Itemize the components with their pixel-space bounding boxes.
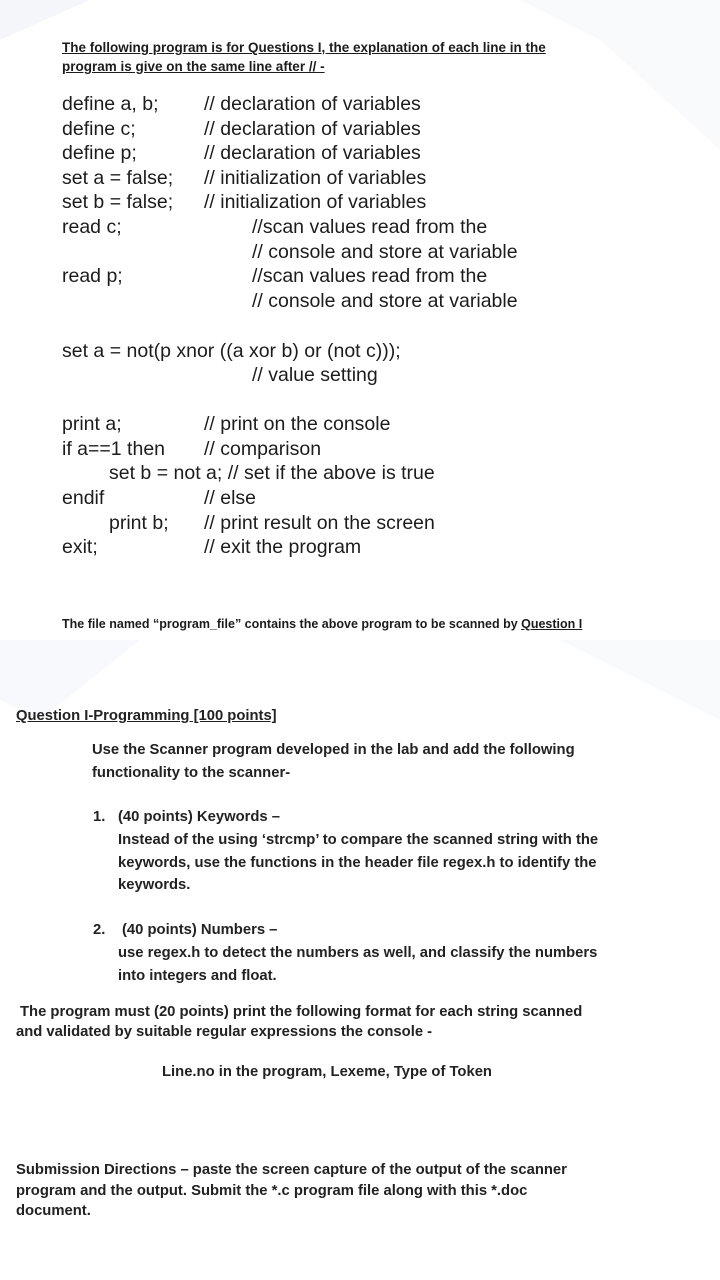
question-intro-line-2: functionality to the scanner- <box>92 765 291 781</box>
code-comment: // initialization of variables <box>204 167 427 189</box>
item-text: Instead of the using ‘strcmp’ to compare the scanned string with the <box>118 832 599 848</box>
code-comment: // print on the console <box>204 413 391 435</box>
code-comment: // console and store at variable <box>252 290 518 312</box>
submission-line-3: document. <box>16 1203 91 1219</box>
code-line: define c; <box>62 118 136 140</box>
submission-line-1: Submission Directions – paste the screen capture of the output of the scanner <box>16 1162 567 1178</box>
item-title: (40 points) Numbers – <box>122 922 278 938</box>
code-comment: // initialization of variables <box>204 191 427 213</box>
code-line: exit; <box>62 536 98 558</box>
code-comment: //scan values read from the <box>252 216 488 238</box>
code-comment: // declaration of variables <box>204 142 421 164</box>
question-link: Question I <box>521 617 583 631</box>
code-comment: //scan values read from the <box>252 265 488 287</box>
file-note-text: The file named “program_file” contains the above program to be scanned by <box>62 617 522 631</box>
code-comment: // else <box>204 487 257 509</box>
header-line-2: program is give on the same line after // - <box>62 59 325 74</box>
item-text: use regex.h to detect the numbers as well, and classify the numbers <box>118 945 598 961</box>
code-line: define a, b; <box>62 93 159 115</box>
submission-line-2: program and the output. Submit the *.c program file along with this *.doc <box>16 1183 528 1199</box>
code-comment: // value setting <box>252 364 378 386</box>
code-line: define p; <box>62 142 137 164</box>
format-text-line-2: and validated by suitable regular expressions the console - <box>16 1024 433 1040</box>
item-text: into integers and float. <box>118 968 277 984</box>
code-line: if a==1 then <box>62 438 166 460</box>
code-line: read c; <box>62 216 122 238</box>
header-line-1: The following program is for Questions I, the explanation of each line in the <box>62 40 546 55</box>
code-line: set b = false; <box>62 191 174 213</box>
file-note <box>62 617 582 631</box>
question-intro-line-1: Use the Scanner program developed in the lab and add the following <box>92 742 575 758</box>
code-line: print a; <box>62 413 122 435</box>
item-title: (40 points) Keywords – <box>118 809 280 825</box>
code-line: read p; <box>62 265 123 287</box>
output-format: Line.no in the program, Lexeme, Type of Token <box>162 1064 492 1080</box>
code-line: set a = false; <box>62 167 174 189</box>
code-line: print b; <box>109 512 169 534</box>
item-text: keywords. <box>118 877 191 893</box>
item-number: 2. <box>93 922 106 938</box>
code-comment: // declaration of variables <box>204 93 421 115</box>
format-text-line-1: The program must (20 points) print the following format for each string scanned <box>20 1004 583 1020</box>
code-comment: // exit the program <box>204 536 362 558</box>
code-comment: // declaration of variables <box>204 118 421 140</box>
code-comment: // comparison <box>204 438 322 460</box>
item-number: 1. <box>93 809 106 825</box>
item-text: keywords, use the functions in the header file regex.h to identify the <box>118 855 597 871</box>
code-comment: // print result on the screen <box>204 512 435 534</box>
code-line: set b = not a; // set if the above is true <box>109 462 435 484</box>
code-line: endif <box>62 487 105 509</box>
question-title: Question I-Programming [100 points] <box>16 708 277 724</box>
code-line: set a = not(p xnor ((a xor b) or (not c))); <box>62 340 401 362</box>
code-comment: // console and store at variable <box>252 241 518 263</box>
